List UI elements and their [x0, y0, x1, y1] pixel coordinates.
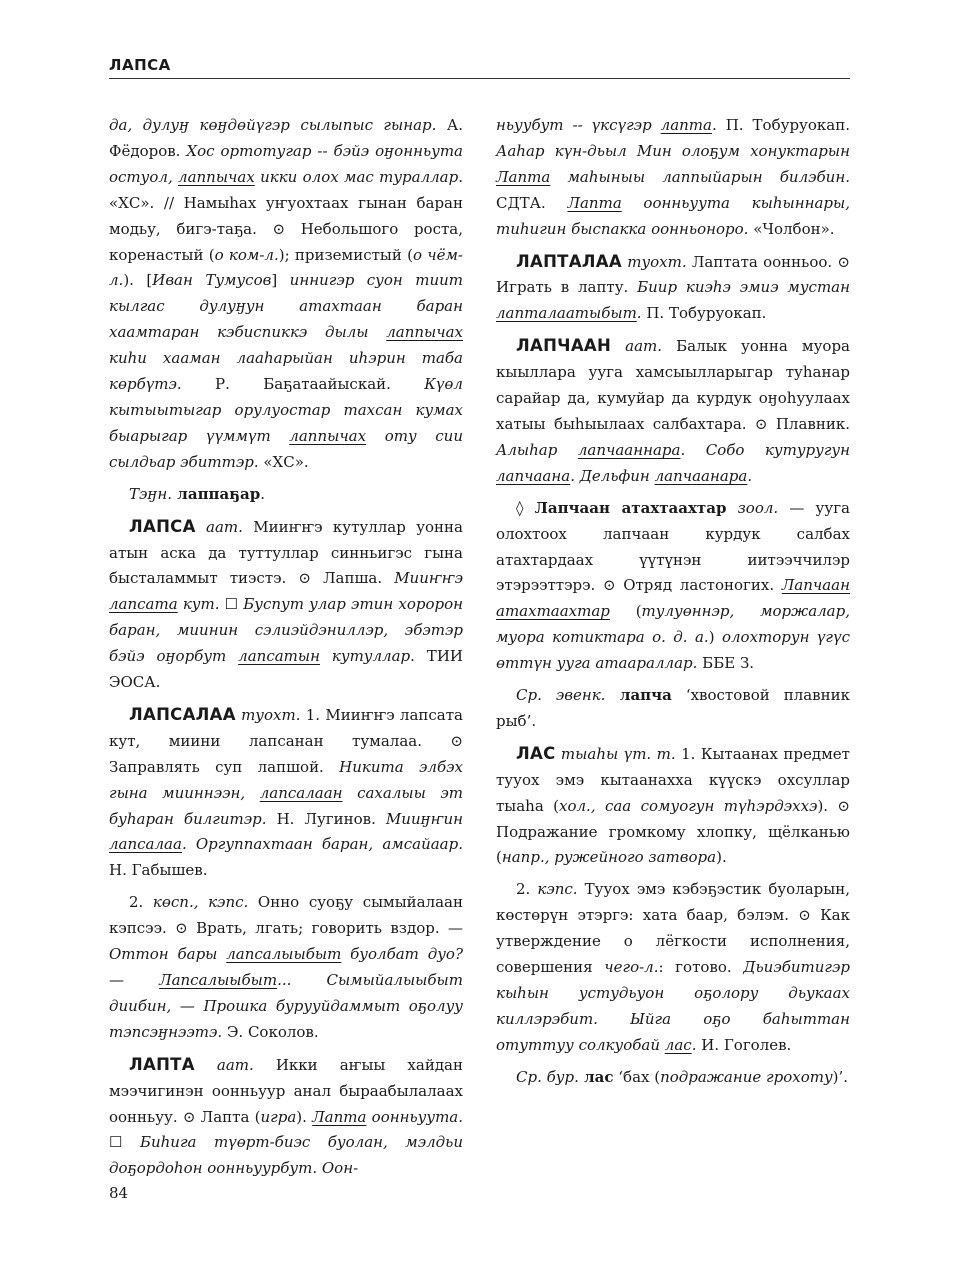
text: ); приземистый ( [278, 245, 413, 264]
text: . [260, 484, 265, 503]
text: хол., саа сомуогун түһэрдэххэ [559, 796, 818, 815]
text: иннигэр суон тиит кылгас дулуӈун атахтаан баран хаамтаран кэбиспиккэ дылы [109, 271, 463, 342]
entry-lapchaan [496, 333, 850, 489]
entry-continuation [496, 113, 850, 243]
entry-lapta [109, 1052, 463, 1183]
text: Мииҥҥэ [394, 569, 463, 588]
headword-usage: лаппычах [386, 323, 463, 342]
text: Хос ортотугар -- бэйэ оӈонньута остуол, [109, 141, 463, 186]
entry-lapsalaa-sense-2 [109, 890, 463, 1045]
text: кут. [177, 595, 220, 614]
text: аат. [195, 517, 243, 536]
text: Мииҥҥэ кутуллар уонна атын аска да туттуллар синньигэс гына бысталаммыт тиэстэ. ⊙ Лапша. [109, 517, 463, 588]
text: )’. [832, 1067, 849, 1086]
text: : готово. [658, 958, 744, 977]
text: Тууох эмэ кэбэҕэстик буоларын, көстөрүн этэргэ: хата баар, бэлэм. ⊙ Как утверждение о лёгкости исполнения, совершения [496, 880, 850, 977]
entry-lapsalaa [109, 702, 463, 884]
headword-usage: лапчаанара [654, 466, 748, 485]
text: лапча [605, 686, 672, 705]
entry-lapsa [109, 514, 463, 696]
text: Никита элбэх гына мииннээн, [109, 757, 463, 802]
text: зоол. [726, 498, 779, 517]
right-column [496, 113, 850, 1097]
text: Ааһар күн-дьыл Мин олоҕум хонуктарын [496, 141, 850, 160]
text: туохт. [235, 705, 301, 724]
text: сахалыы эт буһаран билгитэр. [109, 783, 463, 828]
headword-usage: Лапчаан атахтаахтар [496, 576, 850, 621]
text: ] [271, 271, 290, 290]
idiom: Лапчаан атахтаахтар [534, 498, 727, 517]
text: . Дельфин [570, 466, 655, 485]
text: аат. [194, 1055, 254, 1074]
cross-reference [109, 482, 463, 508]
text: буолбат дуо? — [109, 945, 464, 989]
text: о ком-л. [214, 245, 279, 264]
text: А. Фёдоров. [109, 116, 463, 160]
text: Оттон бары [109, 945, 227, 964]
etymology [496, 1065, 850, 1091]
text: о чём-л. [109, 245, 463, 290]
text: И. Гоголев. [696, 1035, 792, 1054]
text: ... Сымыйалыыбыт диибин, — Прошка бурууйдаммыт оҕолуу тэпсэӈнээтэ. [109, 971, 463, 1041]
etymology [496, 683, 850, 735]
text: ( [609, 602, 642, 621]
text: 2. [516, 880, 538, 899]
text: Р. Баҕатаайыскай. [181, 375, 425, 394]
text: тулуөннэр, моржалар, муора котиктара о. д. а. [496, 602, 850, 647]
entry-continuation [109, 113, 463, 476]
text: туохт. [621, 252, 687, 271]
headword: ЛАПТА [129, 1054, 195, 1074]
text: ☐ [219, 595, 244, 614]
text: Ср. бур. [516, 1067, 579, 1086]
headword: ЛАС [516, 743, 556, 763]
text: ). [ [123, 271, 153, 290]
text: оонньуута. [366, 1107, 463, 1126]
headword-usage: лапта [660, 116, 712, 134]
text: П. Тобуруокап. [641, 304, 767, 323]
text: көсп., кэпс. [152, 893, 249, 912]
text: чего-л. [604, 958, 659, 977]
headword-usage: Лапсалыыбыт [159, 971, 278, 989]
text: Алыһар [496, 440, 578, 459]
idiom-lapchaan-atakhtaakhtar [496, 496, 850, 677]
text: Икки аҥыы хайдан мээчигинэн оонньуур анал быраабылалаах оонньуу. ⊙ Лапта ( [109, 1055, 463, 1126]
text: Н. Лугинов. [266, 809, 386, 828]
text: ТИИ ЭОСА. [109, 647, 463, 692]
text: Онно суоҕу сымыйалаан кэпсээ. ⊙ Врать, лгать; говорить вздор. — [109, 893, 463, 938]
left-column [109, 113, 463, 1188]
headword-usage: лапталаатыбыт [496, 304, 637, 323]
text: Мииӈҥин [385, 809, 463, 828]
headword-usage: лапчаана [496, 466, 571, 485]
text: Күөл кытыытыгар орулуостар тахсан кумах быарыгар үүммүт [109, 375, 463, 445]
running-head-title: ЛАПСА [109, 56, 171, 74]
idiom-marker: ◊ [516, 498, 535, 517]
headword-usage: лаппычах [289, 426, 367, 445]
text: 2. [129, 893, 153, 912]
text: Н. Габышев. [109, 861, 208, 880]
text: . Оргуппахтаан баран, амсайаар. [181, 835, 463, 854]
headword-usage: лапсалаан [259, 783, 343, 802]
text: . П. Тобуруокап. [711, 116, 850, 134]
running-header [109, 56, 850, 79]
text: 1. Мииҥҥэ лапсата кут, миини лапсанан тумалаа. ⊙ Заправлять суп лапшой. [109, 705, 463, 776]
headword: ЛАПЧААН [516, 336, 612, 356]
headword: ЛАПСАЛАА [129, 704, 236, 724]
headword-usage: лаппычах [178, 167, 255, 186]
headword: ЛАПТАЛАА [516, 251, 622, 271]
text: подражание грохоту [660, 1067, 833, 1086]
headword-usage: лапсата [109, 595, 178, 614]
text: ) [708, 628, 722, 647]
headword-usage: Лапта [567, 193, 622, 212]
text: Тэӈн. [129, 484, 173, 503]
headword-usage: лапчааннара [577, 440, 681, 459]
text: напр., ружейного затвора [501, 848, 717, 867]
text: ньуубут -- үксүгэр [496, 116, 661, 134]
entry-laptalaa [496, 249, 850, 328]
text: Иван Тумусов [152, 271, 272, 290]
text: кутуллар. [320, 647, 415, 666]
text: . [691, 1035, 697, 1054]
text: ). [296, 1107, 313, 1126]
entry-las-sense-2 [496, 877, 850, 1058]
page-number: 84 [109, 1184, 129, 1202]
text: СДТА. [496, 193, 568, 212]
entry-las [496, 741, 850, 872]
text: ☐ [109, 1133, 140, 1152]
text: олохторун үгүс өттүн ууга атаараллар. [496, 628, 850, 673]
text: . [636, 304, 642, 323]
text: киһи хааман лааһарыйан иһэрин таба көрбүтэ. [109, 349, 463, 394]
text: аат. [611, 337, 663, 356]
headword-usage: лапсалыыбыт [226, 945, 342, 964]
text: лаппаҕар [172, 484, 261, 503]
text: кэпс. [537, 880, 578, 899]
text: икки олох мас тураллар. [254, 167, 463, 186]
text: тыаһы үт. т. [555, 744, 676, 763]
text: ). [716, 848, 727, 867]
text: Э. Соколов. [222, 1022, 319, 1041]
text: Ср. эвенк. [516, 686, 606, 705]
text: — ууга олохтоох лапчаан курдук салбах атахтардаах үүтүнэн иитээччилэр этэрээттэрэ. ⊙ Отряд ластоногих. [496, 498, 850, 595]
headword-usage: лапсатын [238, 647, 320, 666]
text: оонньуута кыһыннары, тиһигин быспакка оонньоноро. [496, 193, 850, 238]
text: Дьиэбитигэр кыһын устудьуон оҕолору дьукаах киллэрэбит. Ыйга оҕо баһыттан отуттуу солкуобай [496, 958, 851, 1054]
text: да, дулуӈ көӈдөйүгэр сылыпыс гынар. [109, 116, 437, 134]
text: Биир киэһэ эмиэ мустан [637, 278, 850, 297]
text: Буспут улар этин хоророн баран, миинин сэлиэйдэниллэр, эбэтэр бэйэ оӈорбут [109, 595, 463, 666]
text: Биһигa түөрт-биэс буолан, мэлдьи доҕордоһон оонньуурбут. Оон- [109, 1133, 463, 1178]
headword-usage: Лапта [312, 1107, 367, 1126]
header-rule [109, 78, 850, 79]
headword-usage: Лапта [496, 167, 551, 186]
headword-usage: лапсалаа [109, 835, 182, 854]
headword: ЛАПСА [129, 516, 196, 536]
text: ‘хвостовой плавник рыб’. [496, 686, 850, 730]
text: «ХС». // Намыһах уҥуохтаах гынан баран модьу, бигэ-таҕа. ⊙ Небольшого роста, коренастый ( [109, 193, 463, 264]
text: . [747, 466, 753, 485]
text: ББЕ З. [697, 654, 755, 673]
text: Лаптата оонньоо. ⊙ Играть в лапту. [496, 252, 850, 297]
headword-usage: лас [664, 1035, 692, 1054]
text: оту сии сылдьар эбиттэр. [109, 426, 463, 471]
text: ‘бах ( [613, 1067, 661, 1086]
text: ). ⊙ Подражание громкому хлопку, щёлканью ( [496, 796, 850, 867]
text: игра [260, 1107, 297, 1126]
text: . Собо кутуругун [680, 440, 850, 459]
text: «ХС». [258, 452, 309, 471]
text: «Чолбон». [748, 219, 835, 238]
text: Балык уонна муора кыыллара ууга хамсыылларыгар туһанар сарайар да, кумуйар да курдук оӈоһуулаах хатыы быһыылаах салбахтара. ⊙ Плавник. [496, 337, 850, 433]
text: 1. Кытаанах предмет тууох эмэ кытаанахха күүскэ охсуллар тыаһа ( [496, 744, 850, 815]
text: лас [578, 1067, 614, 1086]
text: маһыныы лаппыйарын билэбин. [550, 167, 850, 186]
